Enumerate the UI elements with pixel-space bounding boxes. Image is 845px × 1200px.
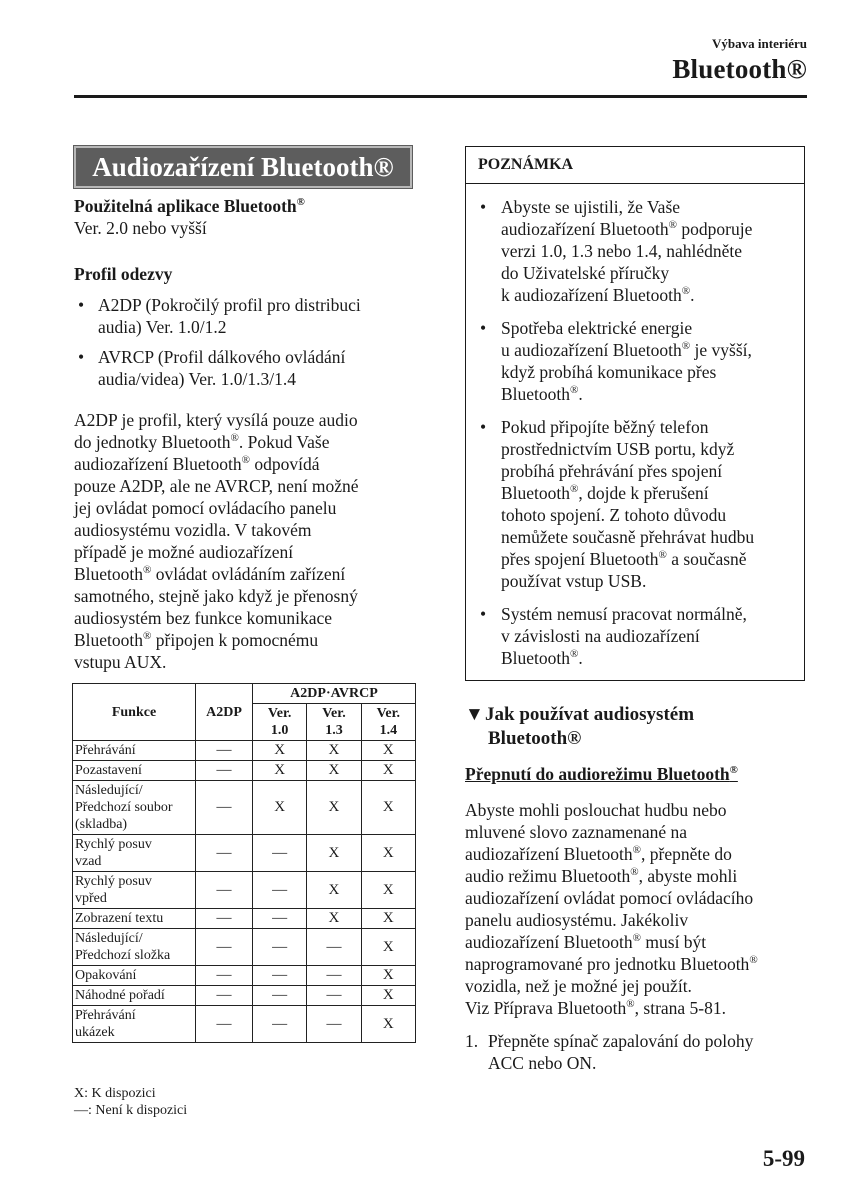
function-table xyxy=(72,683,416,1043)
availability-cell: — xyxy=(253,986,307,1006)
text-line: audiozařízení Bluetooth® odpovídá xyxy=(74,454,320,474)
text-line: používat vstup USB. xyxy=(501,571,647,591)
availability-cell: X xyxy=(253,741,307,761)
text-line: v závislosti na audiozařízení xyxy=(501,626,700,646)
function-name: Následující/ Předchozí složka xyxy=(73,929,196,966)
text-line: mluvené slovo zaznamenané na xyxy=(465,822,688,842)
page-title: Bluetooth® xyxy=(672,54,807,84)
profile-list xyxy=(74,294,419,390)
a2dp-paragraph xyxy=(74,409,419,673)
text-line: Bluetooth® připojen k pomocnému xyxy=(74,630,319,650)
text-line: Abyste mohli poslouchat hudbu nebo xyxy=(465,800,727,820)
text-line: samotného, stejně jako když je přenosný xyxy=(74,586,358,606)
text-line: případě je možné audiozařízení xyxy=(74,542,294,562)
step-number: 1. xyxy=(465,1031,479,1051)
note-list xyxy=(466,184,804,669)
availability-cell: — xyxy=(307,1006,361,1043)
text-line: vstupu AUX. xyxy=(74,652,167,672)
table-row xyxy=(73,929,416,966)
app-label: Použitelná aplikace Bluetooth® xyxy=(74,196,305,216)
text-line: když probíhá komunikace přes xyxy=(501,362,717,382)
function-name: Náhodné pořadí xyxy=(73,986,196,1006)
list-item: • AVRCP (Profil dálkového ovládání audia/videa) Ver. 1.0/1.3/1.4 xyxy=(74,346,419,390)
col-function-header: Funkce xyxy=(73,684,196,741)
availability-cell: X xyxy=(361,761,415,781)
availability-cell: — xyxy=(307,986,361,1006)
availability-cell: — xyxy=(196,835,253,872)
function-name: Zobrazení textu xyxy=(73,909,196,929)
text-line: Bluetooth®. xyxy=(501,384,583,404)
section-title xyxy=(74,146,412,188)
function-name: Následující/ Předchozí soubor (skladba) xyxy=(73,781,196,835)
page-number: 5-99 xyxy=(762,1146,805,1171)
function-name: Rychlý posuv vzad xyxy=(73,835,196,872)
table-row xyxy=(73,1006,416,1043)
availability-cell: X xyxy=(307,835,361,872)
note-item xyxy=(478,317,794,405)
note-box xyxy=(465,146,805,681)
text-line: • Spotřeba elektrické energie xyxy=(501,318,693,338)
availability-cell: — xyxy=(196,986,253,1006)
text-line: verzi 1.0, 1.3 nebo 1.4, nahlédněte xyxy=(501,241,743,261)
text-line: • Abyste se ujistili, že Vaše xyxy=(501,197,681,217)
availability-cell: — xyxy=(196,1006,253,1043)
availability-cell: X xyxy=(307,761,361,781)
availability-cell: — xyxy=(196,966,253,986)
note-item xyxy=(478,416,794,592)
text-line: audiozařízení Bluetooth®, přepněte do xyxy=(465,844,732,864)
switch-paragraph xyxy=(465,799,810,1019)
availability-cell: X xyxy=(361,741,415,761)
text-line: probíhá přehrávání přes spojení xyxy=(501,461,723,481)
availability-cell: — xyxy=(307,929,361,966)
availability-cell: X xyxy=(361,781,415,835)
text-line: • Pokud připojíte běžný telefon xyxy=(501,417,709,437)
function-name: Opakování xyxy=(73,966,196,986)
step-item: 1. Přepněte spínač zapalování do polohy ACC nebo ON. xyxy=(465,1031,754,1073)
table-row xyxy=(73,781,416,835)
availability-cell: — xyxy=(196,929,253,966)
text-line: naprogramované pro jednotku Bluetooth® xyxy=(465,954,758,974)
text-line: audiosystém bez funkce komunikace xyxy=(74,608,333,628)
availability-cell: — xyxy=(307,966,361,986)
list-item: • A2DP (Pokročilý profil pro distribuci audia) Ver. 1.0/1.2 xyxy=(74,294,419,338)
header-divider xyxy=(74,95,807,98)
switch-subheading: Přepnutí do audiorežimu Bluetooth® xyxy=(465,764,738,784)
text-line: Bluetooth®. xyxy=(501,648,583,668)
text-line: u audiozařízení Bluetooth® je vyšší, xyxy=(501,340,752,360)
text-line: Bluetooth®, dojde k přerušení xyxy=(501,483,709,503)
text-line: panelu audiosystému. Jakékoliv xyxy=(465,910,689,930)
function-name: Pozastavení xyxy=(73,761,196,781)
availability-cell: X xyxy=(307,909,361,929)
availability-cell: — xyxy=(196,741,253,761)
availability-cell: — xyxy=(253,966,307,986)
availability-cell: — xyxy=(196,761,253,781)
availability-cell: — xyxy=(253,929,307,966)
section-title-text: Audiozařízení Bluetooth® xyxy=(92,151,394,182)
availability-cell: X xyxy=(361,909,415,929)
text-line: audiozařízení Bluetooth® podporuje xyxy=(501,219,753,239)
table-row xyxy=(73,761,416,781)
table-row xyxy=(73,835,416,872)
col-version-header: Ver. 1.4 xyxy=(361,704,415,741)
availability-cell: X xyxy=(361,966,415,986)
table-row xyxy=(73,986,416,1006)
availability-cell: X xyxy=(361,835,415,872)
profile-block xyxy=(74,263,419,398)
text-line: prostřednictvím USB portu, když xyxy=(501,439,735,459)
note-item xyxy=(478,196,794,306)
availability-cell: — xyxy=(196,909,253,929)
note-item xyxy=(478,603,794,669)
text-line: Bluetooth® ovládat ovládáním zařízení xyxy=(74,564,346,584)
availability-cell: — xyxy=(196,781,253,835)
note-title: POZNÁMKA xyxy=(466,147,804,184)
table-row xyxy=(73,872,416,909)
text-line: jej ovládat pomocí ovládacího panelu xyxy=(74,498,337,518)
text-line: k audiozařízení Bluetooth®. xyxy=(501,285,695,305)
triangle-down-icon: ▼ xyxy=(465,704,484,725)
legend-dash: —: Není k dispozici xyxy=(74,1103,188,1118)
text-line: Viz Příprava Bluetooth®, strana 5-81. xyxy=(465,998,727,1018)
legend-x: X: K dispozici xyxy=(74,1086,156,1101)
availability-cell: X xyxy=(253,761,307,781)
col-version-header: Ver. 1.0 xyxy=(253,704,307,741)
availability-cell: X xyxy=(307,872,361,909)
availability-cell: X xyxy=(361,929,415,966)
text-line: audio režimu Bluetooth®, abyste mohli xyxy=(465,866,738,886)
table-row xyxy=(73,909,416,929)
text-line: audiozařízení ovládat pomocí ovládacího xyxy=(465,888,754,908)
function-name: Rychlý posuv vpřed xyxy=(73,872,196,909)
col-a2dp-header: A2DP xyxy=(196,684,253,741)
text-line: pouze A2DP, ale ne AVRCP, není možné xyxy=(74,476,359,496)
profile-label: Profil odezvy xyxy=(74,264,173,284)
availability-cell: X xyxy=(361,986,415,1006)
availability-cell: X xyxy=(307,781,361,835)
app-version: Ver. 2.0 nebo vyšší xyxy=(74,218,207,238)
availability-cell: — xyxy=(253,1006,307,1043)
text-line: • Systém nemusí pracovat normálně, xyxy=(501,604,747,624)
table-row xyxy=(73,966,416,986)
col-version-header: Ver. 1.3 xyxy=(307,704,361,741)
text-line: audiosystému vozidla. V takovém xyxy=(74,520,312,540)
text-line: přes spojení Bluetooth® a současně xyxy=(501,549,747,569)
text-line: audiozařízení Bluetooth® musí být xyxy=(465,932,707,952)
table-legend xyxy=(74,1085,187,1119)
table-row xyxy=(73,741,416,761)
text-line: do jednotky Bluetooth®. Pokud Vaše xyxy=(74,432,330,452)
availability-cell: — xyxy=(196,872,253,909)
text-line: vozidla, než je možné jej použít. xyxy=(465,976,692,996)
availability-cell: X xyxy=(307,741,361,761)
howto-heading: ▼Jak používat audiosystém Bluetooth® xyxy=(465,704,695,749)
text-line: tohoto spojení. Z tohoto důvodu xyxy=(501,505,727,525)
function-name: Přehrávání ukázek xyxy=(73,1006,196,1043)
section-label: Výbava interiéru xyxy=(712,36,807,51)
availability-cell: X xyxy=(253,781,307,835)
availability-cell: — xyxy=(253,909,307,929)
text-line: do Uživatelské příručky xyxy=(501,263,670,283)
col-group-header: A2DP·AVRCP xyxy=(253,684,416,704)
availability-cell: — xyxy=(253,835,307,872)
availability-cell: X xyxy=(361,1006,415,1043)
availability-cell: X xyxy=(361,872,415,909)
text-line: A2DP je profil, který vysílá pouze audio xyxy=(74,410,358,430)
function-name: Přehrávání xyxy=(73,741,196,761)
app-block xyxy=(74,195,419,239)
text-line: nemůžete současně přehrávat hudbu xyxy=(501,527,755,547)
availability-cell: — xyxy=(253,872,307,909)
